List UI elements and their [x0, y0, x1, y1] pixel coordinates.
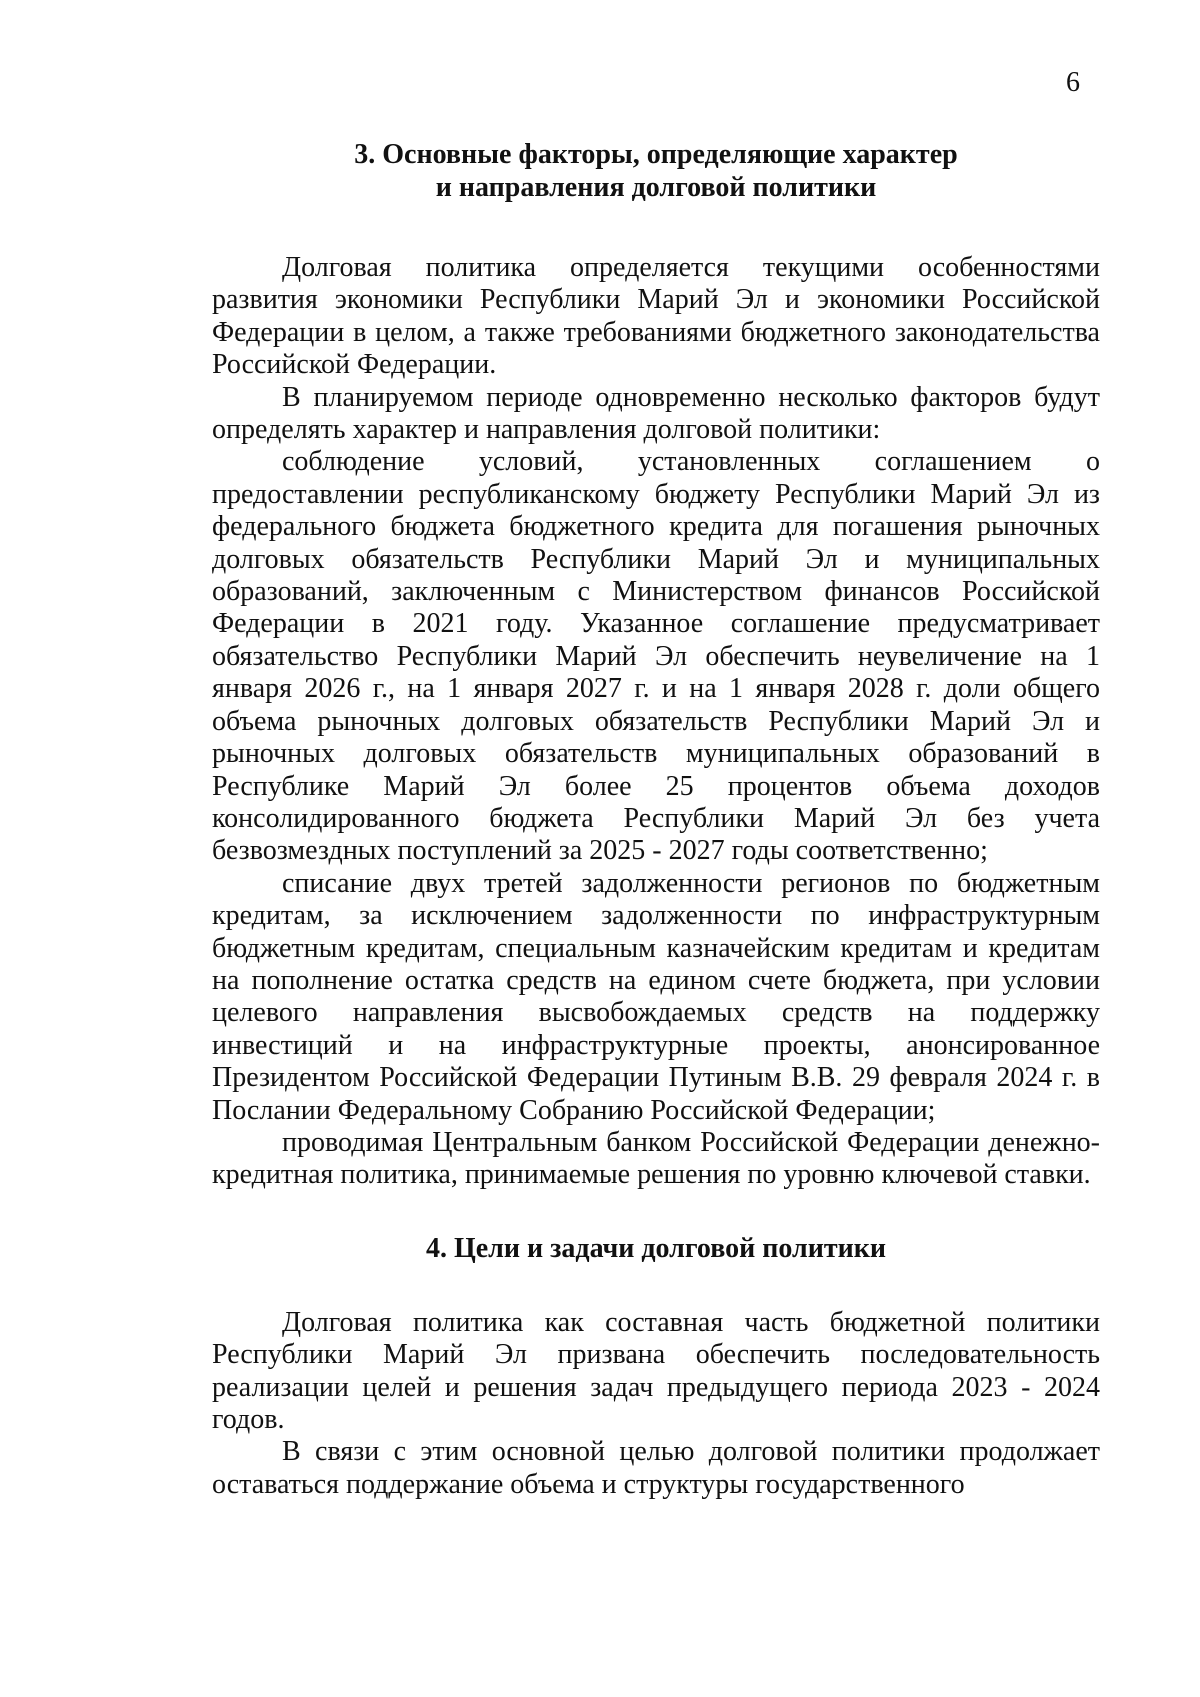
paragraph-factor-debt-write-off: списание двух третей задолженности регионов по бюджетным кредитам, за исключением задолженности по инфраструктурным бюджетным кредитам, специальным казначейским кредитам и кредитам на пополнение остатка средств на едином счете бюджета, при условии целевого направления высвобождаемых средств на поддержку инвестиций и на инфраструктурные проекты, анонсированное Президентом Российской Федерации Путиным В.В. 29 февраля 2024 г. в Послании Федеральному Собранию Российской Федерации; — [212, 867, 1100, 1126]
document-body — [212, 138, 1100, 1501]
paragraph-main-goal: В связи с этим основной целью долговой политики продолжает оставаться поддержание объема и структуры государственного — [212, 1436, 1100, 1500]
paragraph-policy-purpose: Долговая политика как составная часть бюджетной политики Республики Марий Эл призвана обеспечить последовательность реализации целей и решения задач предыдущего периода 2023 - 2024 годов. — [212, 1306, 1100, 1435]
spacer — [212, 1192, 1100, 1232]
spacer — [212, 204, 1100, 252]
section-3-title-line-2: и направления долговой политики — [435, 172, 877, 203]
section-3-title-line-1: 3. Основные факторы, определяющие характер — [354, 139, 958, 170]
section-3-title — [212, 138, 1100, 204]
section-4-title — [212, 1232, 1100, 1265]
paragraph-factor-agreement: соблюдение условий, установленных соглашением о предоставлении республиканскому бюджету Республики Марий Эл из федерального бюджета бюджетного кредита для погашения рыночных долговых обязательств Республики Марий Эл и муниципальных образований, заключенным с Министерством финансов Российской Федерации в 2021 году. Указанное соглашение предусматривает обязательство Республики Марий Эл обеспечить неувеличение на 1 января 2026 г., на 1 января 2027 г. и на 1 января 2028 г. доли общего объема рыночных долговых обязательств Республики Марий Эл и рыночных долговых обязательств муниципальных образований в Республике Марий Эл более 25 процентов объема доходов консолидированного бюджета Республики Марий Эл без учета безвозмездных поступлений за 2025 - 2027 годы соответственно; — [212, 446, 1100, 867]
paragraph-factors-intro: В планируемом периоде одновременно несколько факторов будут определять характер и направления долговой политики: — [212, 381, 1100, 446]
spacer — [212, 1265, 1100, 1307]
paragraph-debt-policy-definition: Долговая политика определяется текущими особенностями развития экономики Республики Марий Эл и экономики Российской Федерации в целом, а также требованиями бюджетного законодательства Российской Федерации. — [212, 252, 1100, 381]
page-number: 6 — [1066, 67, 1080, 98]
paragraph-factor-monetary-policy: проводимая Центральным банком Российской Федерации денежно-кредитная политика, принимаемые решения по уровню ключевой ставки. — [212, 1126, 1100, 1191]
section-4-title-line: 4. Цели и задачи долговой политики — [425, 1232, 887, 1264]
